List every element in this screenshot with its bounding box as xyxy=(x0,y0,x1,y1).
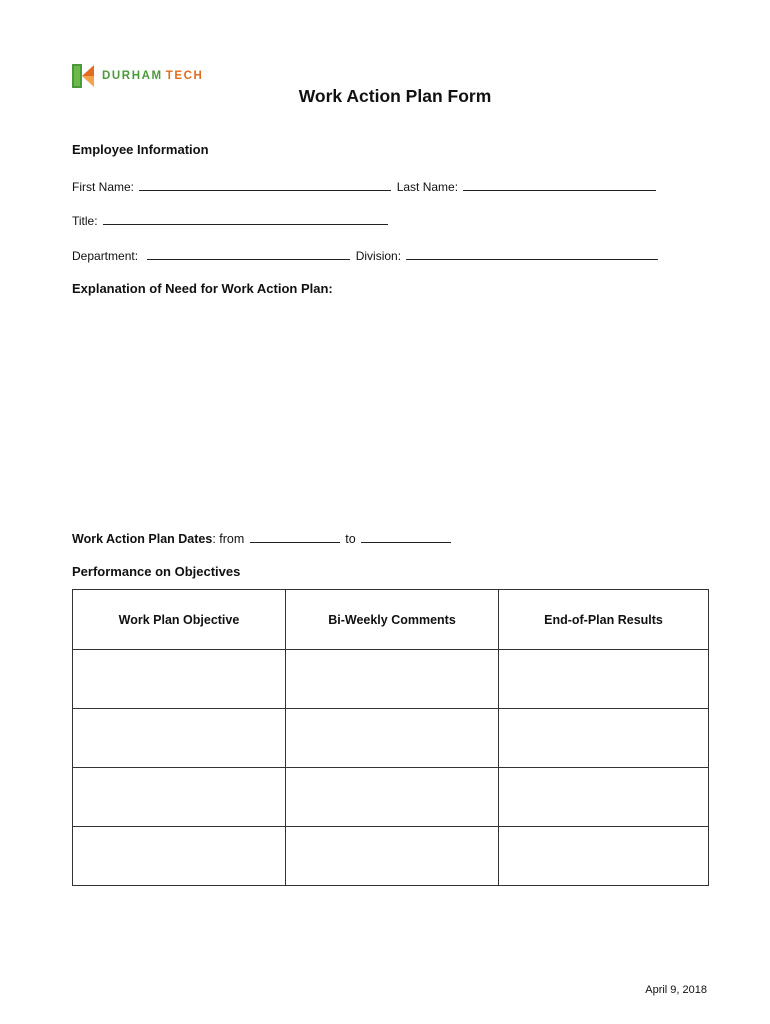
last-name-label: Last Name: xyxy=(396,180,459,194)
comments-cell[interactable] xyxy=(286,709,499,768)
table-row xyxy=(73,768,709,827)
table-row xyxy=(73,650,709,709)
results-cell[interactable] xyxy=(499,827,709,886)
department-field[interactable] xyxy=(147,247,350,260)
department-row xyxy=(72,247,660,263)
column-header-objective: Work Plan Objective xyxy=(73,590,286,650)
dates-label: Work Action Plan Dates xyxy=(72,532,213,546)
name-row xyxy=(72,178,658,194)
table-header-row xyxy=(73,590,709,650)
objective-cell[interactable] xyxy=(73,709,286,768)
date-from-field[interactable] xyxy=(250,530,340,543)
objective-cell[interactable] xyxy=(73,650,286,709)
comments-cell[interactable] xyxy=(286,650,499,709)
performance-heading: Performance on Objectives xyxy=(72,564,241,579)
first-name-label: First Name: xyxy=(72,180,135,194)
footer-date: April 9, 2018 xyxy=(645,984,707,996)
results-cell[interactable] xyxy=(499,650,709,709)
objective-cell[interactable] xyxy=(73,827,286,886)
dates-row xyxy=(72,530,453,546)
date-to-field[interactable] xyxy=(361,530,451,543)
form-title: Work Action Plan Form xyxy=(298,86,492,106)
objectives-table xyxy=(72,589,709,886)
table-row xyxy=(73,709,709,768)
logo-wordmark: DURHAM TECH xyxy=(102,70,204,82)
column-header-results: End-of-Plan Results xyxy=(499,590,709,650)
title-field[interactable] xyxy=(103,212,388,225)
results-cell[interactable] xyxy=(499,709,709,768)
table-row xyxy=(73,827,709,886)
durham-tech-logo-mark-icon xyxy=(72,64,96,88)
title-row xyxy=(72,212,390,228)
dates-to-label: to xyxy=(345,532,356,546)
explanation-heading: Explanation of Need for Work Action Plan: xyxy=(72,281,333,296)
comments-cell[interactable] xyxy=(286,768,499,827)
employee-info-heading: Employee Information xyxy=(72,142,209,157)
first-name-field[interactable] xyxy=(139,178,391,191)
division-field[interactable] xyxy=(406,247,658,260)
last-name-field[interactable] xyxy=(463,178,656,191)
objective-cell[interactable] xyxy=(73,768,286,827)
division-label: Division: xyxy=(355,249,402,263)
results-cell[interactable] xyxy=(499,768,709,827)
dates-from-label: : from xyxy=(212,532,245,546)
comments-cell[interactable] xyxy=(286,827,499,886)
title-label: Title: xyxy=(72,214,98,228)
department-label: Department: xyxy=(72,249,139,263)
column-header-comments: Bi-Weekly Comments xyxy=(286,590,499,650)
